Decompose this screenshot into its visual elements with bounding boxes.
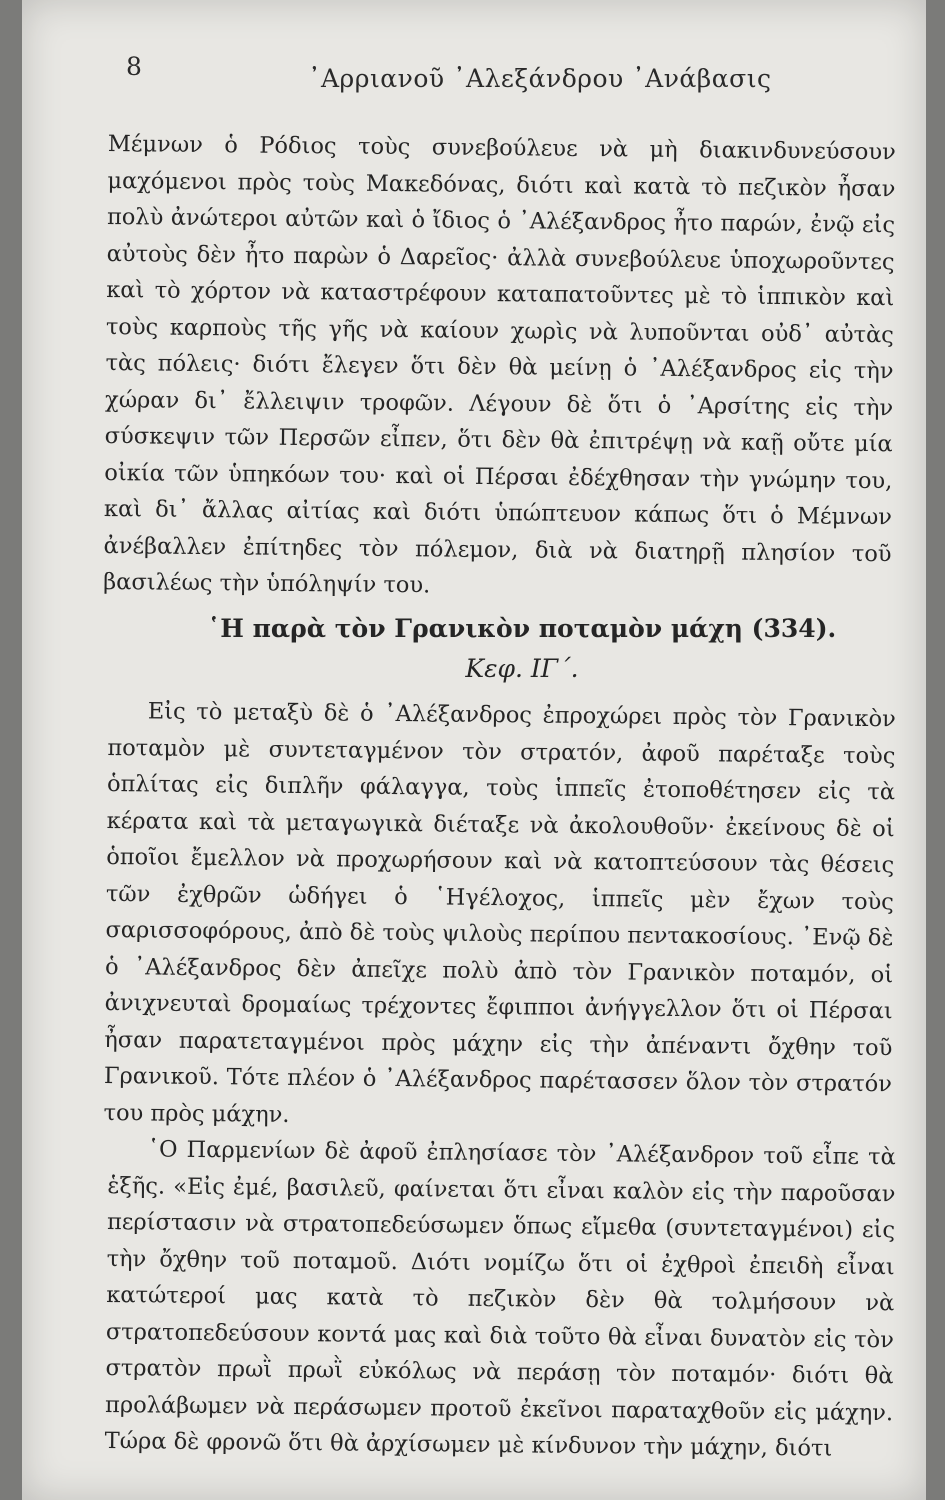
page-number: 8 — [126, 52, 142, 81]
paragraph: ῾Ο Παρμενίων δὲ ἀφοῦ ἐπλησίασε τὸν ᾿Αλέξανδρον τοῦ εἶπε τὰ ἑξῆς. «Εἰς ἐμέ, βασιλεῦ, φαίνεται ὅτι εἶναι καλὸν εἰς τὴν παροῦσαν περίστασιν νὰ στρατοπεδεύσωμεν ὅπως εἴμεθα (συντεταγμένοι) εἰς τὴν ὄχθην τοῦ ποταμοῦ. Διότι νομίζω ὅτι οἱ ἐχθροὶ ἐπειδὴ εἶναι κατώτεροί μας κατὰ τὸ πεζικὸν δὲν θὰ τολμήσουν νὰ στρατοπεδεύσουν κοντά μας καὶ διὰ τοῦτο θὰ εἶναι δυνατὸν εἰς τὸν στρατὸν πρωῒ πρωῒ εὐκόλως νὰ περάσῃ τὸν ποταμόν· διότι θὰ προλάβωμεν νὰ περάσωμεν προτοῦ ἐκεῖνοι παραταχθοῦν εἰς μάχην. Τώρα δὲ φρονῶ ὅτι θὰ ἀρχίσωμεν μὲ κίνδυνον τὴν μάχην, διότι — [104, 1135, 896, 1462]
body-text — [103, 126, 896, 1462]
paragraph: Μέμνων ὁ Ρόδιος τοὺς συνεβούλευε νὰ μὴ διακινδυνεύσουν μαχόμενοι πρὸς τοὺς Μακεδόνας, διότι καὶ κατὰ τὸ πεζικὸν ἦσαν πολὺ ἀνώτεροι αὐτῶν καὶ ὁ ἴδιος ὁ ᾿Αλέξανδρος ἦτο παρών, ἐνῷ εἰς αὐτοὺς δὲν ἦτο παρὼν ὁ Δαρεῖος· ἀλλὰ συνεβούλευε ὑποχωροῦντες καὶ τὸ χόρτον νὰ καταστρέφουν καταπατοῦντες μὲ τὸ ἱππικὸν καὶ τοὺς καρποὺς τῆς γῆς νὰ καίουν χωρὶς νὰ λυποῦνται οὐδ᾿ αὐτὰς τὰς πόλεις· διότι ἔλεγεν ὅτι δὲν θὰ μείνῃ ὁ ᾿Αλέξανδρος εἰς τὴν χώραν δι᾿ ἔλλειψιν τροφῶν. Λέγουν δὲ ὅτι ὁ ᾿Αρσίτης εἰς τὴν σύσκεψιν τῶν Περσῶν εἶπεν, ὅτι δὲν θὰ ἐπιτρέψῃ νὰ καῇ οὔτε μία οἰκία τῶν ὑπηκόων του· καὶ οἱ Πέρσαι ἐδέχθησαν τὴν γνώμην του, καὶ δι᾿ ἄλλας αἰτίας καὶ διότι ὑπώπτευον κάπως ὅτι ὁ Μέμνων ἀνέβαλλεν ἐπίτηδες τὸν πόλεμον, διὰ νὰ διατηρῇ πλησίον τοῦ βασιλέως τὴν ὑπόληψίν του. — [103, 130, 896, 599]
chapter-label: Κεφ. ΙΓ΄. — [465, 653, 579, 683]
section-heading: ῾Η παρὰ τὸν Γρανικὸν ποταμὸν μάχη (334). — [207, 613, 837, 643]
paragraph: Εἰς τὸ μεταξὺ δὲ ὁ ᾿Αλέξανδρος ἐπροχώρει πρὸς τὸν Γρανικὸν ποταμὸν μὲ συντεταγμένον τὸν στρατόν, ἀφοῦ παρέταξε τοὺς ὁπλίτας εἰς διπλῆν φάλαγγα, τοὺς ἱππεῖς ἐτοποθέτησεν εἰς τὰ κέρατα καὶ τὰ μεταγωγικὰ διέταξε νὰ ἀκολουθοῦν· ἐκείνους δὲ οἱ ὁποῖοι ἔμελλον νὰ προχωρήσουν καὶ νὰ κατοπτεύσουν τὰς θέσεις τῶν ἐχθρῶν ὡδήγει ὁ ῾Ηγέλοχος, ἱππεῖς μὲν ἔχων τοὺς σαρισσοφόρους, ἀπὸ δὲ τοὺς ψιλοὺς περίπου πεντακοσίους. ᾿Ενῷ δὲ ὁ ᾿Αλέξανδρος δὲν ἀπεῖχε πολὺ ἀπὸ τὸν Γρανικὸν ποταμόν, οἱ ἀνιχνευταὶ δρομαίως τρέχοντες ἔφιπποι ἀνήγγελλον ὅτι οἱ Πέρσαι ἦσαν παρατεταγμένοι πρὸς μάχην εἰς τὴν ἀπέναντι ὄχθην τοῦ Γρανικοῦ. Τότε πλέον ὁ ᾿Αλέξανδρος παρέτασσεν ὅλον τὸν στρατόν του πρὸς μάχην. — [103, 697, 896, 1127]
book-page — [22, 0, 926, 1500]
running-head: ᾿Αρριανοῦ ᾿Αλεξάνδρου ᾿Ανάβασις — [308, 64, 772, 93]
